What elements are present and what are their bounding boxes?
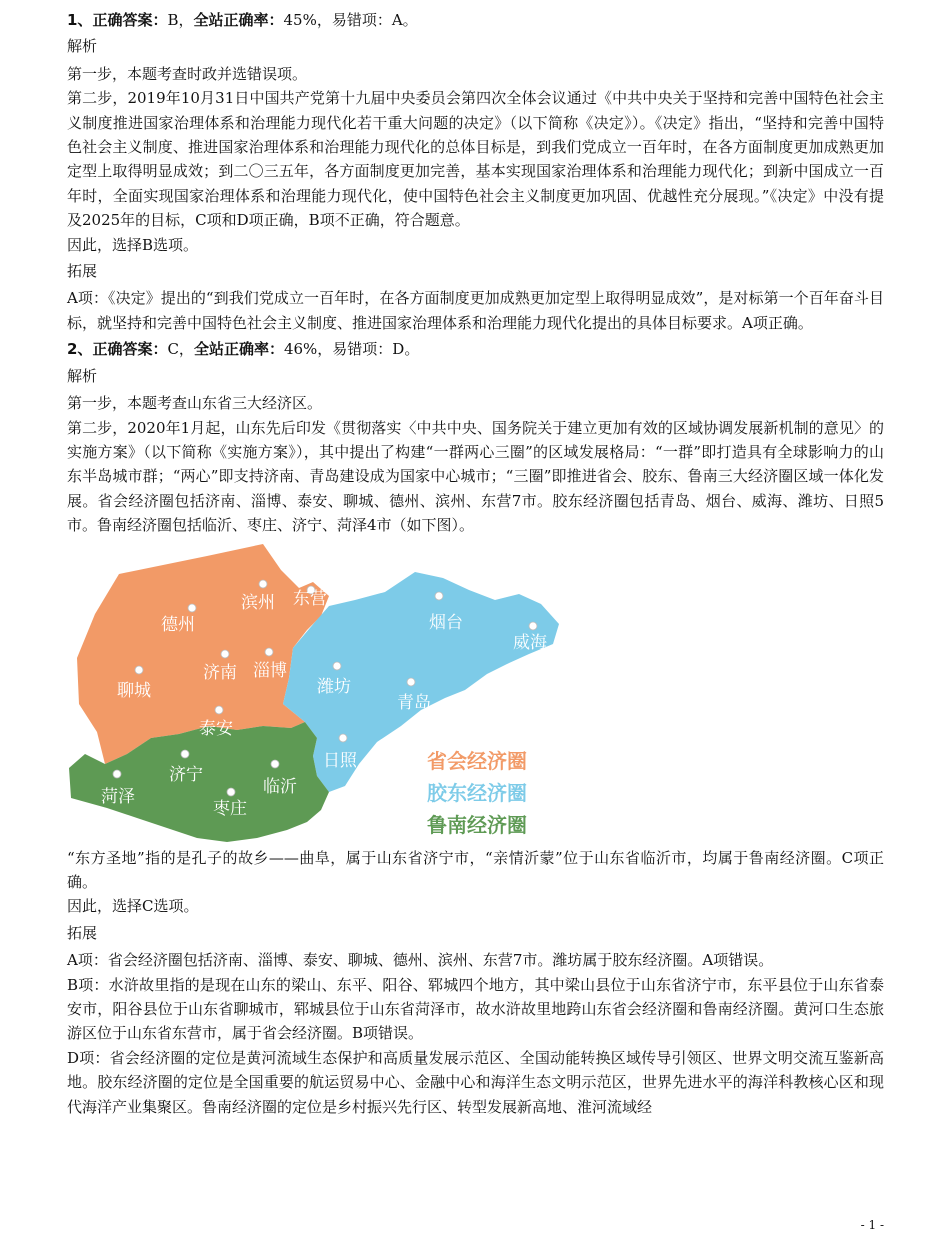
q2-para-2: 第二步，2020年1月起，山东先后印发《贯彻落实〈中共中央、国务院关于建立更加有效的区域协调发展新机制的意见〉的实施方案》（以下简称《实施方案》），其中提出了构建“一群两心三圈”的区域发展格局：“一群”即打造具有全球影响力的山东半岛城市群；“两心”即支持济南、青岛建设成为国家中心城市；“三圈”即推进省会、胶东、鲁南三大经济圈区域一体化发展。省会经济圈包括济南、淄博、泰安、聊城、德州、滨州、东营7市。胶东经济圈包括青岛、烟台、威海、潍坊、日照5市。鲁南经济圈包括临沂、枣庄、济宁、菏泽4市（如下图）。 bbox=[67, 418, 884, 535]
q1-rate: 45%，易错项：A。 bbox=[283, 11, 418, 29]
page-number: - 1 - bbox=[860, 1218, 884, 1232]
marker-rizhao bbox=[339, 734, 347, 742]
label-yantai: 烟台 bbox=[429, 612, 463, 633]
label-weihai: 威海 bbox=[513, 632, 547, 653]
q1-para-1: 第一步，本题考查时政并选错误项。 bbox=[67, 64, 308, 83]
label-dongying: 东营 bbox=[293, 588, 327, 609]
q2-ext-a: A项：省会经济圈包括济南、淄博、泰安、聊城、德州、滨州、东营7市。潍坊属于胶东经济圈。A项错误。 bbox=[67, 951, 774, 970]
q2-answer-line bbox=[67, 337, 884, 361]
marker-weihai bbox=[529, 622, 537, 630]
label-qingdao: 青岛 bbox=[397, 692, 431, 713]
q2-after-map-1: “东方圣地”指的是孔子的故乡——曲阜，属于山东省济宁市，“亲情沂蒙”位于山东省临沂市，均属于鲁南经济圈。C项正确。 bbox=[67, 848, 884, 891]
q1-answer-line bbox=[67, 8, 884, 32]
marker-zaozhuang bbox=[227, 788, 235, 796]
q1-answer: B， bbox=[167, 11, 194, 29]
marker-zibo bbox=[265, 648, 273, 656]
legend-provincial: 省会经济圈 bbox=[427, 748, 527, 773]
label-jining: 济宁 bbox=[169, 764, 203, 785]
marker-linyi bbox=[271, 760, 279, 768]
q1-para-3: 因此，选择B选项。 bbox=[67, 235, 199, 254]
label-binzhou: 滨州 bbox=[241, 592, 275, 613]
marker-dezhou bbox=[188, 604, 196, 612]
marker-liaocheng bbox=[135, 666, 143, 674]
marker-heze bbox=[113, 770, 121, 778]
marker-qingdao bbox=[407, 678, 415, 686]
q1-rate-label: 全站正确率： bbox=[193, 11, 284, 29]
q2-para-1: 第一步，本题考查山东省三大经济区。 bbox=[67, 394, 323, 413]
q1-tuozhan-heading: 拓展 bbox=[67, 262, 98, 281]
legend-lunan: 鲁南经济圈 bbox=[427, 812, 527, 837]
q2-answer-label: 正确答案： bbox=[92, 340, 168, 359]
q2-rate: 46%，易错项：D。 bbox=[283, 340, 420, 359]
label-zibo: 淄博 bbox=[253, 660, 287, 681]
q1-ext-a: A项：《决定》提出的“到我们党成立一百年时，在各方面制度更加成熟更加定型上取得明显成效”，是对标第一个百年奋斗目标，就坚持和完善中国特色社会主义制度、推进国家治理体系和治理能力现代化提出的具体目标要求。A项正确。 bbox=[67, 289, 884, 332]
q2-tuozhan-heading: 拓展 bbox=[67, 923, 98, 942]
q2-jiexi-heading: 解析 bbox=[67, 366, 98, 385]
q2-after-map-2: 因此，选择C选项。 bbox=[67, 897, 199, 916]
label-weifang: 潍坊 bbox=[317, 676, 351, 697]
marker-weifang bbox=[333, 662, 341, 670]
label-linyi: 临沂 bbox=[263, 776, 297, 797]
q1-number: 1、 bbox=[67, 11, 93, 29]
q2-ext-b: B项：水浒故里指的是现在山东的梁山、东平、阳谷、郓城四个地方，其中梁山县位于山东省济宁市，东平县位于山东省泰安市，阳谷县位于山东省聊城市，郓城县位于山东省菏泽市，故水浒故里地跨山东省会经济圈和鲁南经济圈。黄河口生态旅游区位于山东省东营市，属于省会经济圈。B项错误。 bbox=[67, 975, 884, 1043]
label-zaozhuang: 枣庄 bbox=[213, 798, 247, 819]
marker-jining bbox=[181, 750, 189, 758]
q1-answer-label: 正确答案： bbox=[92, 11, 168, 29]
q1-para-2: 第二步，2019年10月31日中国共产党第十九届中央委员会第四次全体会议通过《中共中央关于坚持和完善中国特色社会主义制度推进国家治理体系和治理能力现代化若干重大问题的决定》（以下简称《决定》）。《决定》指出，“坚持和完善中国特色社会主义制度、推进国家治理体系和治理能力现代化的总体目标是，到我们党成立一百年时，在各方面制度更加成熟更加定型上取得明显成效；到二〇三五年，各方面制度更加完善，基本实现国家治理体系和治理能力现代化；到新中国成立一百年时，全面实现国家治理体系和治理能力现代化，使中国特色社会主义制度更加巩固、优越性充分展现。”《决定》中没有提及2025年的目标，C项和D项正确，B项不正确，符合题意。 bbox=[67, 89, 884, 230]
label-jinan: 济南 bbox=[203, 662, 237, 683]
marker-jinan bbox=[221, 650, 229, 658]
label-dezhou: 德州 bbox=[161, 614, 195, 635]
document-page bbox=[67, 8, 884, 1119]
shandong-economic-circle-map bbox=[67, 542, 567, 844]
q2-answer: C， bbox=[167, 340, 194, 359]
legend-jiaodong: 胶东经济圈 bbox=[427, 780, 527, 805]
label-rizhao: 日照 bbox=[323, 750, 357, 771]
marker-yantai bbox=[435, 592, 443, 600]
q2-ext-d: D项：省会经济圈的定位是黄河流域生态保护和高质量发展示范区、全国动能转换区域传导引领区、世界文明交流互鉴新高地。胶东经济圈的定位是全国重要的航运贸易中心、金融中心和海洋生态文明示范区，世界先进水平的海洋科教核心区和现代海洋产业集聚区。鲁南经济圈的定位是乡村振兴先行区、转型发展新高地、淮河流域经 bbox=[67, 1048, 884, 1116]
q2-number: 2、 bbox=[67, 340, 93, 359]
q1-jiexi-heading: 解析 bbox=[67, 37, 98, 56]
marker-binzhou bbox=[259, 580, 267, 588]
label-taian: 泰安 bbox=[199, 718, 233, 739]
label-liaocheng: 聊城 bbox=[117, 680, 151, 701]
q2-rate-label: 全站正确率： bbox=[193, 340, 284, 359]
label-heze: 菏泽 bbox=[101, 786, 135, 807]
marker-taian bbox=[215, 706, 223, 714]
